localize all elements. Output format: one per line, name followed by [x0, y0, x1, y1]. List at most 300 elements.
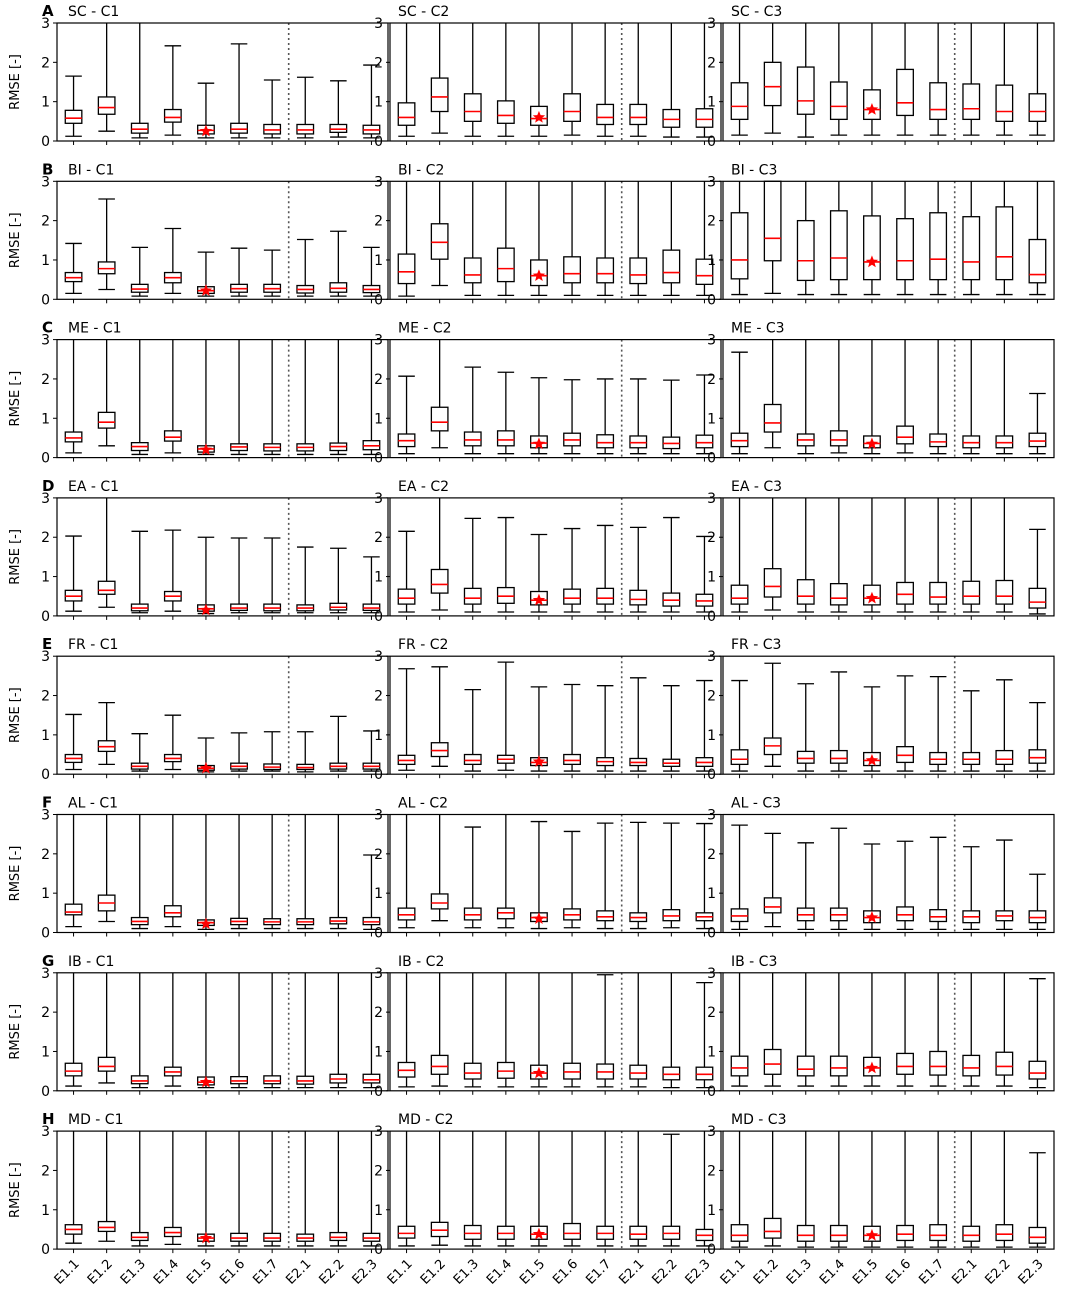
y-tick-label: 1	[41, 1202, 50, 1219]
iqr-box	[231, 123, 248, 133]
box-E2.2	[663, 23, 680, 137]
iqr-box	[564, 1224, 581, 1240]
panel-title: FR - C2	[398, 637, 449, 654]
box-E1.1	[65, 536, 82, 611]
box-E1.3	[797, 181, 814, 294]
y-tick-label: 1	[374, 1202, 383, 1219]
panel-title: SC - C2	[398, 4, 450, 20]
x-tick-label: E1.5	[517, 1256, 549, 1288]
panel-22	[8, 1110, 388, 1288]
box-E1.3	[131, 247, 148, 296]
box-E1.6	[231, 248, 248, 296]
box-E1.1	[731, 498, 748, 612]
y-tick-label: 2	[707, 846, 716, 863]
iqr-box	[363, 1074, 380, 1083]
y-axis-label: RMSE [-]	[8, 687, 23, 744]
iqr-box	[165, 110, 182, 123]
iqr-box	[996, 1052, 1013, 1075]
box-E2.1	[297, 973, 314, 1088]
box-E2.1	[630, 23, 647, 136]
box-E2.1	[630, 527, 647, 612]
box-E1.6	[564, 1131, 581, 1246]
box-E1.5	[198, 815, 215, 930]
box-E1.2	[431, 181, 448, 285]
box-E1.7	[597, 181, 614, 295]
box-E2.2	[663, 973, 680, 1088]
iqr-box	[1029, 588, 1046, 608]
iqr-box	[996, 85, 1013, 121]
iqr-box	[464, 755, 481, 765]
box-E1.7	[264, 732, 281, 771]
iqr-box	[864, 216, 881, 280]
box-E1.3	[131, 973, 148, 1088]
x-tick-label: E1.3	[117, 1256, 149, 1288]
box-E2.3	[696, 181, 713, 295]
panel-3	[707, 4, 1054, 150]
y-tick-label: 0	[707, 292, 716, 309]
box-E1.7	[264, 973, 281, 1088]
y-tick-label: 0	[707, 450, 716, 467]
iqr-box	[464, 1226, 481, 1240]
box-E1.5	[864, 340, 881, 454]
iqr-box	[663, 250, 680, 283]
y-tick-label: 1	[41, 94, 50, 111]
box-E1.7	[930, 677, 947, 771]
box-E2.1	[963, 181, 980, 294]
y-tick-label: 0	[374, 608, 383, 625]
box-E1.4	[165, 1131, 182, 1244]
y-tick-label: 2	[41, 213, 50, 230]
x-tick-label: E1.2	[750, 1256, 782, 1288]
y-tick-label: 1	[707, 886, 716, 903]
iqr-box	[696, 109, 713, 127]
y-axis-label: RMSE [-]	[8, 1162, 23, 1218]
iqr-box	[930, 582, 947, 604]
y-tick-label: 1	[41, 252, 50, 269]
panel-letter: C	[42, 318, 54, 337]
box-E1.6	[897, 498, 914, 612]
x-tick-label: E2.3	[1015, 1256, 1047, 1288]
panel-title: AL - C1	[68, 795, 119, 812]
x-tick-label: E2.2	[982, 1256, 1014, 1288]
box-E1.3	[131, 1131, 148, 1246]
iqr-box	[131, 1076, 148, 1084]
box-E1.2	[764, 498, 781, 610]
box-E2.2	[663, 823, 680, 928]
iqr-box	[431, 407, 448, 431]
panel-title: BI - C3	[731, 162, 778, 179]
box-E1.4	[831, 973, 848, 1086]
box-E1.3	[131, 734, 148, 771]
box-E1.2	[98, 23, 115, 131]
star-marker	[866, 592, 878, 604]
box-E2.3	[363, 973, 380, 1088]
iqr-box	[764, 62, 781, 105]
x-tick-label: E1.7	[583, 1256, 615, 1288]
y-tick-label: 0	[707, 925, 716, 942]
panel-7	[8, 319, 388, 467]
box-E1.2	[764, 833, 781, 926]
y-tick-label: 3	[707, 332, 716, 349]
box-E1.3	[797, 340, 814, 454]
box-E2.2	[330, 815, 347, 929]
y-tick-label: 0	[374, 292, 383, 309]
box-E2.3	[1029, 1153, 1046, 1247]
box-E1.2	[431, 340, 448, 448]
y-tick-label: 1	[707, 1044, 716, 1061]
iqr-box	[597, 435, 614, 448]
panel-title: FR - C3	[731, 637, 782, 654]
box-E1.4	[165, 715, 182, 769]
iqr-box	[930, 1051, 947, 1075]
box-E2.2	[330, 231, 347, 296]
iqr-box	[431, 78, 448, 111]
box-E2.2	[996, 23, 1013, 135]
box-E1.6	[564, 529, 581, 612]
box-E1.6	[897, 181, 914, 294]
box-E2.1	[963, 23, 980, 135]
box-E1.7	[597, 686, 614, 771]
panel-title: MD - C1	[68, 1112, 124, 1129]
x-tick-label: E1.1	[51, 1256, 83, 1288]
iqr-box	[996, 581, 1013, 605]
box-E1.7	[264, 340, 281, 455]
y-tick-label: 1	[41, 1044, 50, 1061]
iqr-box	[731, 1225, 748, 1242]
y-axis-label: RMSE [-]	[8, 529, 23, 585]
y-tick-label: 3	[374, 965, 383, 982]
box-E1.3	[131, 23, 148, 138]
y-tick-label: 0	[707, 1242, 716, 1259]
y-tick-label: 2	[374, 688, 383, 705]
y-tick-label: 3	[374, 490, 383, 507]
box-E2.1	[297, 732, 314, 772]
box-E2.3	[1029, 703, 1046, 771]
iqr-box	[431, 743, 448, 757]
y-tick-label: 1	[374, 1044, 383, 1061]
box-E2.1	[963, 1131, 980, 1247]
y-tick-label: 0	[41, 608, 50, 625]
x-tick-label: E2.1	[616, 1256, 648, 1288]
y-tick-label: 1	[707, 569, 716, 586]
panel-title: EA - C1	[68, 478, 120, 495]
y-axis-label: RMSE [-]	[8, 845, 23, 902]
iqr-box	[165, 906, 182, 917]
box-E1.6	[897, 1131, 914, 1247]
box-E1.3	[464, 367, 481, 454]
y-tick-label: 1	[41, 727, 50, 744]
box-E1.1	[65, 973, 82, 1086]
box-E1.5	[864, 181, 881, 294]
box-E2.3	[1029, 874, 1046, 929]
box-E2.3	[1029, 23, 1046, 135]
iqr-box	[1029, 240, 1046, 283]
iqr-box	[831, 82, 848, 119]
star-marker	[866, 1229, 878, 1241]
iqr-box	[564, 94, 581, 122]
box-E1.6	[564, 380, 581, 454]
iqr-box	[963, 1226, 980, 1241]
iqr-box	[897, 426, 914, 444]
box-E1.1	[65, 243, 82, 293]
box-E1.4	[498, 1131, 515, 1246]
box-E1.6	[564, 831, 581, 927]
box-E1.6	[897, 973, 914, 1086]
y-tick-label: 1	[374, 727, 383, 744]
iqr-box	[897, 907, 914, 921]
box-E1.3	[464, 690, 481, 771]
y-tick-label: 0	[41, 134, 50, 150]
iqr-box	[731, 750, 748, 765]
box-E2.2	[330, 340, 347, 455]
y-tick-label: 0	[707, 1083, 716, 1100]
iqr-box	[963, 217, 980, 280]
box-E1.2	[431, 815, 448, 921]
panel-letter: A	[42, 2, 54, 20]
box-E1.1	[65, 76, 82, 136]
iqr-box	[131, 123, 148, 133]
iqr-box	[630, 590, 647, 605]
y-tick-label: 0	[41, 767, 50, 784]
box-E1.4	[165, 530, 182, 611]
box-E2.1	[630, 973, 647, 1087]
box-E1.2	[431, 23, 448, 133]
box-E1.1	[65, 815, 82, 927]
y-tick-label: 2	[707, 530, 716, 547]
panel-letter: E	[42, 635, 53, 654]
y-tick-label: 3	[41, 965, 50, 982]
panel-10	[8, 477, 388, 625]
y-tick-label: 0	[374, 134, 383, 150]
box-E1.3	[464, 1131, 481, 1246]
box-E1.4	[831, 340, 848, 453]
box-E2.3	[1029, 529, 1046, 614]
box-E1.3	[131, 340, 148, 455]
box-E1.5	[198, 340, 215, 455]
box-E1.6	[564, 181, 581, 295]
iqr-box	[797, 67, 814, 114]
box-E1.1	[731, 973, 748, 1086]
box-E2.3	[696, 824, 713, 929]
box-E1.4	[165, 973, 182, 1086]
iqr-box	[764, 181, 781, 260]
iqr-box	[996, 207, 1013, 280]
panel-20	[374, 954, 721, 1100]
y-tick-label: 3	[707, 16, 716, 32]
y-tick-label: 0	[707, 608, 716, 625]
box-E1.6	[897, 841, 914, 929]
box-E1.7	[264, 815, 281, 929]
y-tick-label: 3	[41, 649, 50, 666]
box-E2.2	[996, 181, 1013, 294]
box-E2.1	[630, 379, 647, 454]
y-tick-label: 1	[374, 252, 383, 269]
box-E1.6	[231, 44, 248, 138]
iqr-box	[98, 1222, 115, 1232]
box-E2.2	[996, 973, 1013, 1086]
y-axis-label: RMSE [-]	[8, 370, 23, 427]
panel-letter: G	[42, 951, 55, 970]
box-E1.6	[897, 23, 914, 135]
x-tick-label: E1.4	[484, 1256, 516, 1288]
iqr-box	[897, 219, 914, 280]
iqr-box	[65, 904, 82, 915]
box-E1.1	[398, 669, 415, 770]
panel-letter: F	[42, 793, 53, 812]
box-E2.3	[1029, 979, 1046, 1088]
box-E1.1	[398, 1131, 415, 1246]
panel-title: BI - C2	[398, 162, 445, 179]
y-tick-label: 1	[707, 94, 716, 111]
box-E1.1	[398, 181, 415, 296]
iqr-box	[897, 1053, 914, 1074]
y-tick-label: 1	[707, 252, 716, 269]
iqr-box	[498, 248, 515, 281]
box-E2.1	[297, 547, 314, 613]
box-E1.4	[165, 229, 182, 294]
iqr-box	[98, 97, 115, 114]
x-tick-label: E2.1	[949, 1256, 981, 1288]
box-E1.7	[597, 823, 614, 928]
y-tick-label: 2	[707, 371, 716, 388]
y-tick-label: 1	[41, 411, 50, 428]
iqr-box	[630, 1065, 647, 1079]
iqr-box	[398, 589, 415, 604]
iqr-box	[897, 582, 914, 604]
box-E1.2	[431, 667, 448, 767]
panel-6	[707, 162, 1054, 308]
box-E2.1	[963, 691, 980, 771]
panel-title: ME - C1	[68, 320, 122, 337]
y-tick-label: 0	[374, 1083, 383, 1100]
box-E2.1	[297, 1131, 314, 1246]
y-tick-label: 3	[707, 649, 716, 666]
box-E1.3	[797, 843, 814, 930]
y-tick-label: 0	[374, 450, 383, 467]
panel-12	[707, 479, 1054, 625]
star-marker	[533, 111, 545, 123]
iqr-box	[98, 581, 115, 594]
box-E1.6	[564, 23, 581, 135]
y-tick-label: 2	[374, 1005, 383, 1022]
iqr-box	[1029, 1227, 1046, 1243]
y-tick-label: 2	[41, 1163, 50, 1180]
iqr-box	[831, 211, 848, 280]
panel-letter: B	[42, 160, 54, 179]
y-tick-label: 2	[41, 371, 50, 388]
x-tick-label: E1.2	[417, 1256, 449, 1288]
iqr-box	[464, 94, 481, 122]
iqr-box	[963, 84, 980, 119]
box-E1.2	[98, 340, 115, 446]
iqr-box	[431, 569, 448, 593]
iqr-box	[731, 585, 748, 604]
box-E1.4	[498, 973, 515, 1087]
box-E2.2	[330, 973, 347, 1088]
panel-title: ME - C3	[731, 320, 785, 337]
panel-14	[374, 637, 721, 783]
box-E1.5	[198, 1131, 215, 1246]
box-E1.5	[198, 537, 215, 613]
y-tick-label: 2	[374, 530, 383, 547]
iqr-box	[264, 1076, 281, 1084]
iqr-box	[764, 898, 781, 913]
box-E2.1	[630, 822, 647, 928]
iqr-box	[65, 1063, 82, 1076]
x-tick-label: E1.6	[550, 1256, 582, 1288]
y-tick-label: 3	[707, 490, 716, 507]
box-E1.4	[498, 662, 515, 770]
box-E1.6	[897, 340, 914, 453]
star-marker	[533, 1067, 545, 1079]
box-E1.7	[597, 525, 614, 612]
box-E1.7	[930, 973, 947, 1086]
y-tick-label: 2	[41, 530, 50, 547]
panel-title: BI - C1	[68, 162, 115, 179]
y-tick-label: 1	[374, 94, 383, 111]
box-E1.3	[131, 531, 148, 612]
y-tick-label: 0	[41, 450, 50, 467]
iqr-box	[963, 1055, 980, 1075]
iqr-box	[98, 1057, 115, 1071]
box-E2.3	[1029, 393, 1046, 453]
box-E1.7	[930, 837, 947, 929]
box-E1.4	[498, 518, 515, 612]
box-E1.3	[464, 518, 481, 612]
y-tick-label: 1	[707, 727, 716, 744]
x-tick-label: E1.5	[184, 1256, 216, 1288]
iqr-box	[996, 1225, 1013, 1241]
iqr-box	[831, 431, 848, 446]
y-tick-label: 3	[707, 1124, 716, 1141]
iqr-box	[831, 751, 848, 764]
y-tick-label: 2	[707, 55, 716, 72]
y-tick-label: 0	[707, 134, 716, 150]
box-E2.1	[297, 240, 314, 297]
box-E2.3	[696, 23, 713, 137]
panel-letter: D	[42, 476, 55, 495]
x-tick-label: E2.2	[316, 1256, 348, 1288]
box-E1.4	[498, 181, 515, 295]
iqr-box	[764, 1218, 781, 1238]
y-tick-label: 0	[374, 925, 383, 942]
panel-9	[707, 321, 1054, 467]
y-tick-label: 0	[374, 767, 383, 784]
box-E1.2	[764, 663, 781, 766]
iqr-box	[930, 910, 947, 922]
box-E1.3	[464, 827, 481, 928]
box-E1.6	[231, 733, 248, 771]
box-E2.1	[963, 847, 980, 930]
iqr-box	[764, 1050, 781, 1075]
y-tick-label: 3	[41, 174, 50, 191]
box-E2.2	[996, 1131, 1013, 1247]
y-tick-label: 1	[707, 411, 716, 428]
box-E1.4	[831, 498, 848, 612]
box-E1.1	[731, 181, 748, 294]
box-E2.1	[297, 77, 314, 138]
iqr-box	[831, 1226, 848, 1242]
panel-4	[8, 160, 388, 308]
iqr-box	[963, 581, 980, 604]
iqr-box	[1029, 1061, 1046, 1079]
box-E1.6	[564, 685, 581, 772]
panel-title: SC - C1	[68, 4, 120, 20]
box-E1.4	[831, 672, 848, 771]
iqr-box	[731, 1056, 748, 1076]
panel-title: EA - C3	[731, 478, 783, 495]
box-E2.3	[363, 1131, 380, 1246]
